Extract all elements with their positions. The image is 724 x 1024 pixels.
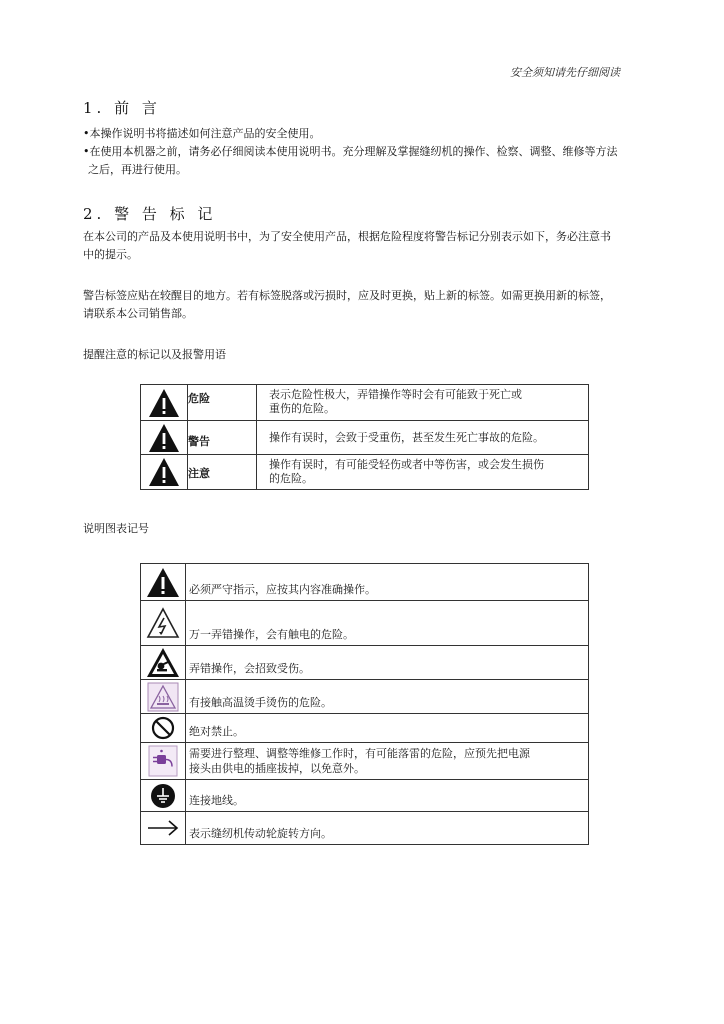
warning-label: 危险 xyxy=(188,385,257,421)
symbol-desc-line: 万一弄错操作，会有触电的危险。 xyxy=(189,628,354,641)
warning-desc xyxy=(257,385,589,421)
warning-icon-cell xyxy=(141,421,188,455)
symbol-row xyxy=(141,714,589,743)
warning-row-danger xyxy=(141,385,589,421)
warning-table xyxy=(140,384,589,490)
symbol-desc-line: 需要进行整理、调整等维修工作时，有可能落雷的危险，应预先把电源 xyxy=(189,747,530,760)
symbol-icon-cell xyxy=(141,601,186,646)
symbol-desc-line: 接头由供电的插座拔掉，以免意外。 xyxy=(189,762,365,775)
symbol-row xyxy=(141,680,589,714)
symbol-table-caption: 说明图表记号 xyxy=(83,522,149,535)
symbol-desc-line: 必须严守指示，应按其内容准确操作。 xyxy=(189,583,376,596)
hot-surface-icon xyxy=(147,682,179,712)
warning-row-caution xyxy=(141,455,589,490)
symbol-icon-cell xyxy=(141,646,186,680)
symbol-row xyxy=(141,646,589,680)
symbol-icon-cell xyxy=(141,564,186,601)
section2-title: 2. 警 告 标 记 xyxy=(83,205,217,223)
warning-icon-cell xyxy=(141,455,188,490)
symbol-icon-cell xyxy=(141,743,186,780)
symbol-desc xyxy=(186,812,589,845)
symbol-desc-line: 表示缝纫机传动轮旋转方向。 xyxy=(189,827,332,840)
warning-desc xyxy=(257,455,589,490)
symbol-desc-line: 绝对禁止。 xyxy=(189,725,244,738)
symbol-row xyxy=(141,601,589,646)
symbol-desc-line: 弄错操作，会招致受伤。 xyxy=(189,662,310,675)
warning-triangle-icon xyxy=(148,423,180,453)
unplug-icon xyxy=(148,745,178,777)
section2-para1-line1: 在本公司的产品及本使用说明书中，为了安全使用产品，根据危险程度将警告标记分别表示如下，务必注意书 xyxy=(83,230,611,243)
symbol-desc xyxy=(186,646,589,680)
symbol-row xyxy=(141,743,589,780)
prohibited-icon xyxy=(151,716,175,740)
warning-triangle-icon xyxy=(148,457,180,487)
symbol-desc xyxy=(186,601,589,646)
symbol-desc xyxy=(186,743,589,780)
warning-triangle-icon xyxy=(146,567,180,598)
warning-icon-cell xyxy=(141,385,188,421)
symbol-desc xyxy=(186,564,589,601)
section1-title: 1. 前 言 xyxy=(83,99,161,117)
symbol-icon-cell xyxy=(141,780,186,812)
symbol-desc xyxy=(186,680,589,714)
warning-desc-line: 的危险。 xyxy=(269,472,313,485)
symbol-row xyxy=(141,780,589,812)
warning-desc-line: 表示危险性极大，弄错操作等时会有可能致于死亡或 xyxy=(269,388,522,401)
arrow-right-icon xyxy=(146,819,180,837)
section2-para2-line2: 请联系本公司销售部。 xyxy=(83,307,193,320)
section1-bullet-2-cont: 之后，再进行使用。 xyxy=(88,163,187,176)
warning-label: 注意 xyxy=(188,455,257,490)
warning-desc xyxy=(257,421,589,455)
section2-para1-line2: 中的提示。 xyxy=(83,248,138,261)
symbol-icon-cell xyxy=(141,714,186,743)
warn-table-caption: 提醒注意的标记以及报警用语 xyxy=(83,348,226,361)
ground-icon xyxy=(150,783,176,809)
symbol-desc xyxy=(186,780,589,812)
section1-bullet-2: •在使用本机器之前，请务必仔细阅读本使用说明书。充分理解及掌握缝纫机的操作、检察、调整、维修等方法 xyxy=(83,145,618,158)
symbol-desc-line: 有接触高温烫手烫伤的危险。 xyxy=(189,696,332,709)
section2-para2-line1: 警告标签应贴在较醒目的地方。若有标签脱落或污损时，应及时更换，贴上新的标签。如需更换用新的标签， xyxy=(83,289,611,302)
warning-triangle-icon xyxy=(148,388,180,418)
warning-desc-line: 操作有误时，会致于受重伤，甚至发生死亡事故的危险。 xyxy=(269,430,544,444)
header-note: 安全须知请先仔细阅读 xyxy=(510,66,620,79)
symbol-icon-cell xyxy=(141,812,186,845)
hand-injury-icon xyxy=(146,647,180,678)
symbol-desc xyxy=(186,714,589,743)
symbol-desc-line: 连接地线。 xyxy=(189,794,244,807)
warning-desc-line: 操作有误时，有可能受轻伤或者中等伤害，或会发生损伤 xyxy=(269,458,544,471)
symbol-table xyxy=(140,563,589,845)
electric-shock-icon xyxy=(146,607,180,639)
section1-bullet-1: •本操作说明书将描述如何注意产品的安全使用。 xyxy=(83,127,321,140)
symbol-row xyxy=(141,812,589,845)
warning-row-warning xyxy=(141,421,589,455)
warning-label: 警告 xyxy=(188,421,257,455)
symbol-row xyxy=(141,564,589,601)
warning-desc-line: 重伤的危险。 xyxy=(269,402,335,415)
symbol-icon-cell xyxy=(141,680,186,714)
